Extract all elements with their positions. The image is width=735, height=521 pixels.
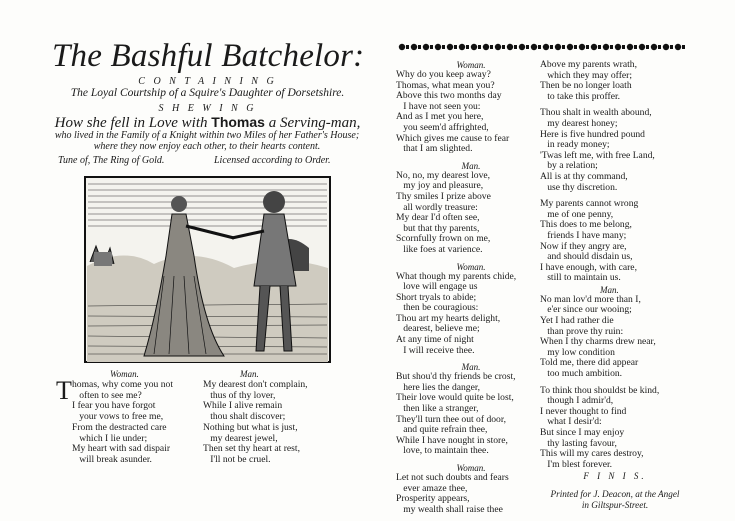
description: who lived in the Family of a Knight within two Miles of her Father's House; where they now enjoy each other, to their hearts content. <box>54 130 360 152</box>
voice-label: Woman. <box>456 463 486 473</box>
finis-mark: F I N I S. <box>583 471 647 482</box>
voice-label: Man. <box>600 284 619 295</box>
stanza: No man lov'd more than I, e'er since our wooing; Yet I had rather die than prove thy ruin: When I thy charms drew near, my low condition Told me, there did appear too much ambition. <box>540 293 656 380</box>
stanza: No, no, my dearest love, my joy and pleasure, Thy smiles I prize above all wordly treasure: My dear I'd often see, but that thy parents, Scornfully frown on me, like foes at varience. <box>396 169 491 255</box>
stanza: Let not such doubts and fears ever amaze thee, Prosperity appears, my wealth shall raise thee <box>396 472 509 515</box>
headline-name: Thomas <box>211 114 265 130</box>
ballad-title: The Bashful Batchelor: <box>52 38 365 74</box>
voice-label-man: Man. <box>240 369 259 379</box>
headline-part-a: How she fell in Love with <box>54 115 212 131</box>
containing-heading: C O N T A I N I N G <box>138 76 277 87</box>
voice-label: Woman. <box>456 261 486 272</box>
stanza: What though my parents chide, love will engage us Short tryals to abide; then be couragious: Thou art my hearts delight, dearest, believe me; At any time of night I will receive thee. <box>396 270 517 356</box>
stanza: To think thou shouldst be kind, though I admir'd, I never thought to find what I desir'd: But since I may enjoy thy lasting favour, This will my cares destroy, I'm blest forever. <box>540 384 660 470</box>
stanza-man-1: My dearest don't complain, thus of thy lover, While I alive remain thou shalt discover; Nothing but what is just, my dearest jewel, Then set thy heart at rest, I'll not be cruel. <box>203 379 308 465</box>
voice-label: Woman. <box>456 60 486 70</box>
stanza: Why do you keep away? Thomas, what mean you? Above this two months day I have not seen you: And as I met you here, you seem'd affrighted, Which gives me cause to fear that I am slighted. <box>396 69 510 155</box>
stanza: Thou shalt in wealth abound, my dearest honey; Here is five hundred pound in ready money; 'Twas left me, with free Land, by a relation; All is at thy command, use thy discretion. <box>540 107 655 193</box>
subtitle: The Loyal Courtship of a Squire's Daughter of Dorsetshire. <box>70 87 345 99</box>
stanza: Above my parents wrath, which they may offer; Then be no longer loath to take this proffer. <box>540 59 637 102</box>
headline-part-b: a Serving-man, <box>264 115 361 131</box>
tune-line: Tune of, The Ring of Gold. <box>58 155 165 166</box>
imprint-line-1: Printed for J. Deacon, at the Angel <box>550 489 680 500</box>
shewing-heading: S H E W I N G <box>158 103 257 114</box>
license-line: Licensed according to Order. <box>214 155 331 166</box>
right-verse-column <box>540 60 690 510</box>
stanza: But shou'd thy friends be crost, here lies the danger, Their love would quite be lost, then like a stranger, They'll turn thee out of door, and quite refrain thee, While I have nought in store, love, to maintain thee. <box>396 371 516 457</box>
voice-label: Man. <box>461 362 481 373</box>
ornamental-border <box>396 41 688 53</box>
middle-verse-column <box>396 59 546 521</box>
drop-cap-letter: T <box>56 376 72 405</box>
woodcut-illustration <box>84 176 331 363</box>
voice-label: Man. <box>461 160 481 171</box>
stanza-text: homas, why come you not often to see me? I fear you have forgot your vows to free me, From the destracted care which I lie under; My heart with sad dispair will break asunder. <box>72 379 173 465</box>
stanza-woman-1 <box>56 376 198 466</box>
imprint-line-2: in Giltspur-Street. <box>581 499 649 510</box>
voice-label-woman: Woman. <box>110 369 139 379</box>
stanza: My parents cannot wrong me of one penny, This does to me belong, friends I have many; Now if they angry are, and should disdain us, I have enough, with care, still to maintain us. <box>540 198 639 284</box>
